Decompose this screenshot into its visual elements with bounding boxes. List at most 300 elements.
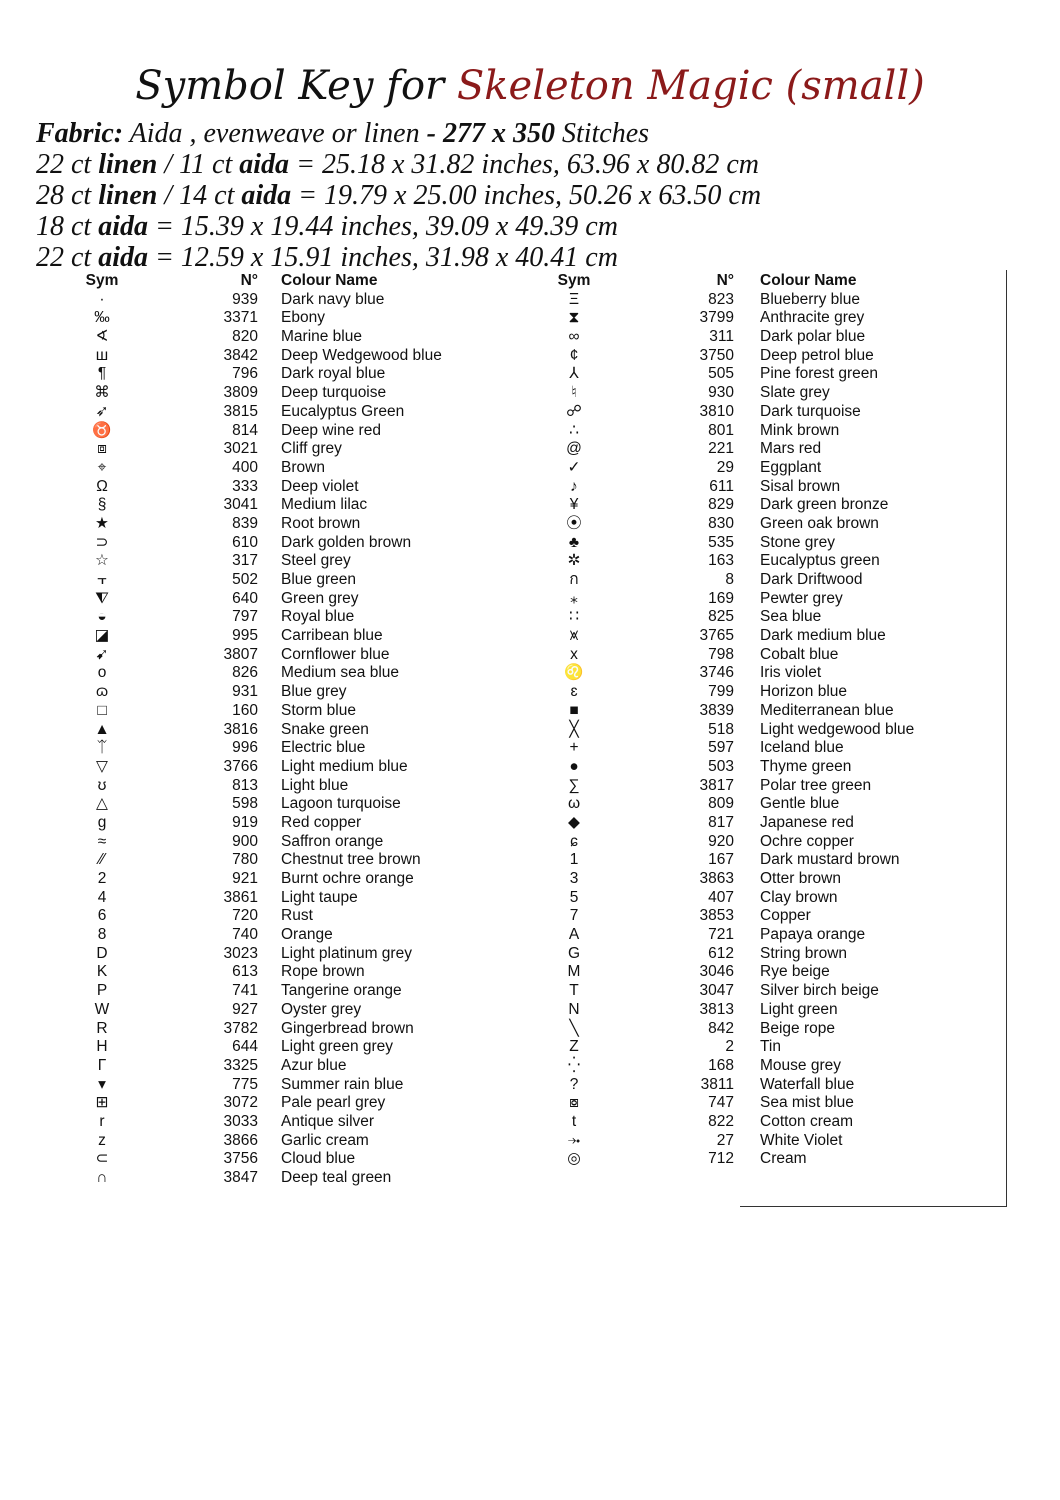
size-line [36, 180, 761, 211]
colour-name: Red copper [281, 813, 362, 831]
table-row [60, 739, 500, 758]
colour-name: Rope brown [281, 963, 365, 981]
colour-name: Otter brown [760, 870, 841, 887]
colour-name: Copper [760, 907, 811, 925]
colour-name: Slate grey [760, 384, 830, 402]
symbol-icon: □ [97, 701, 107, 719]
symbol-icon: ⌘ [94, 384, 110, 402]
fabric-dash: - [426, 118, 443, 149]
colour-name: Antique silver [281, 1112, 375, 1130]
table-row [532, 777, 972, 796]
colour-name: Blue green [281, 571, 356, 588]
colour-number: 920 [708, 832, 734, 850]
symbol-icon: @ [566, 440, 582, 458]
table-row [532, 365, 972, 384]
colour-name: Chestnut tree brown [281, 851, 421, 869]
symbol-icon: ♪ [570, 477, 578, 495]
colour-name: Iceland blue [760, 739, 844, 757]
symbol-icon: ⦿ [566, 514, 582, 532]
size-count-type: aida [241, 180, 292, 211]
colour-number: 900 [232, 832, 258, 850]
table-row [60, 478, 500, 497]
colour-name: Green grey [281, 589, 359, 607]
table-row [532, 1057, 972, 1076]
colour-name: Mink brown [760, 421, 840, 439]
colour-number: 3023 [223, 944, 258, 962]
symbol-icon: ⁛ [567, 1056, 581, 1074]
symbol-icon: △ [96, 795, 108, 813]
symbol-icon: ᛠ [97, 739, 107, 757]
colour-name: Dark golden brown [281, 533, 412, 551]
colour-number: 817 [708, 813, 734, 831]
colour-name: Iris violet [760, 664, 822, 682]
table-row [60, 515, 500, 534]
colour-number: 814 [232, 421, 258, 439]
symbol-icon: ♌ [564, 664, 584, 682]
symbol-icon: ⁎ [570, 589, 578, 607]
table-row [60, 870, 500, 889]
symbol-icon: ✲ [567, 552, 581, 570]
symbol-icon: ⧈ [97, 440, 107, 458]
colour-number: 317 [232, 552, 258, 570]
colour-name: Deep turquoise [281, 384, 387, 402]
colour-name: Gentle blue [760, 795, 840, 813]
symbol-icon: ✓ [567, 458, 581, 476]
symbol-icon: H [96, 1038, 108, 1056]
colour-name: Pewter grey [760, 589, 843, 607]
size-text: = 15.39 x 19.44 inches, 39.09 x 49.39 cm [148, 211, 618, 242]
table-row [60, 309, 500, 328]
colour-name: Light medium blue [281, 757, 408, 775]
colour-name: Electric blue [281, 739, 366, 757]
colour-name: Light wedgewood blue [760, 720, 915, 738]
colour-name: Stone grey [760, 533, 835, 551]
table-row [60, 777, 500, 796]
colour-number: 830 [708, 514, 734, 532]
colour-number: 3815 [223, 402, 258, 420]
size-text: = 19.79 x 25.00 inches, 50.26 x 63.50 cm [291, 180, 762, 211]
symbol-icon: 5 [569, 888, 579, 906]
colour-number: 613 [232, 963, 258, 981]
table-row [60, 1132, 500, 1151]
table-row [60, 926, 500, 945]
table-row [532, 683, 972, 702]
symbol-icon: ╲ [569, 1019, 579, 1037]
colour-number: 3371 [223, 309, 258, 327]
colour-number: 930 [708, 384, 734, 402]
colour-number: 3811 [700, 1075, 734, 1093]
header-sym: Sym [85, 272, 119, 289]
symbol-icon: ▽ [96, 757, 108, 775]
colour-name: Deep violet [281, 477, 359, 495]
table-row [60, 291, 500, 310]
colour-number: 503 [708, 757, 734, 775]
colour-number: 2 [725, 1038, 734, 1056]
table-row [532, 1113, 972, 1132]
table-row [532, 702, 972, 721]
colour-number: 3072 [223, 1094, 258, 1112]
colour-name: Dark Driftwood [760, 571, 863, 588]
colour-name: Sisal brown [760, 477, 841, 495]
symbol-icon: z [98, 1131, 106, 1149]
size-line [36, 242, 761, 273]
colour-number: 823 [708, 290, 734, 308]
symbol-icon: ∷ [569, 608, 579, 626]
table-row [532, 907, 972, 926]
symbol-icon: A [568, 926, 580, 944]
symbol-icon: + [569, 739, 579, 757]
colour-name: Lagoon turquoise [281, 795, 401, 813]
symbol-icon: ♉ [92, 421, 112, 439]
colour-name: Mouse grey [760, 1056, 841, 1074]
table-row [532, 608, 972, 627]
symbol-icon: ɕ [570, 832, 578, 850]
colour-name: Steel grey [281, 552, 351, 570]
colour-number: 799 [708, 683, 734, 701]
table-row [60, 814, 500, 833]
colour-name: Beige rope [760, 1019, 835, 1037]
colour-number: 825 [708, 608, 734, 626]
colour-number: 921 [232, 870, 258, 887]
symbol-icon: 4 [97, 888, 107, 906]
header-colour-name: Colour Name [281, 272, 378, 289]
colour-number: 505 [708, 365, 734, 383]
table-row [60, 1169, 500, 1188]
table-row [60, 590, 500, 609]
colour-name: Storm blue [281, 701, 356, 719]
colour-name: Sea mist blue [760, 1094, 854, 1112]
colour-number: 775 [232, 1075, 258, 1093]
table-row [532, 1094, 972, 1113]
stitch-count: 277 x 350 [442, 118, 555, 149]
colour-number: 797 [232, 608, 258, 626]
colour-number: 996 [232, 739, 258, 757]
symbol-icon: 8 [97, 926, 107, 944]
table-row [60, 758, 500, 777]
colour-name: Light platinum grey [281, 944, 412, 962]
symbol-icon: ⊃ [95, 533, 109, 551]
size-count-type: aida [239, 149, 290, 180]
table-row [532, 1001, 972, 1020]
page-title [0, 58, 1060, 114]
colour-name: Deep petrol blue [760, 346, 874, 364]
symbol-icon: K [96, 963, 108, 981]
table-row [60, 889, 500, 908]
colour-name: Light taupe [281, 888, 358, 906]
colour-name: Cliff grey [281, 440, 342, 458]
colour-name: Ochre copper [760, 832, 854, 850]
symbol-icon: ∢ [95, 328, 109, 346]
table-row [532, 646, 972, 665]
colour-number: 611 [709, 477, 734, 495]
colour-number: 400 [232, 458, 258, 476]
table-row [60, 1094, 500, 1113]
symbol-icon: ◆ [568, 813, 580, 831]
symbol-icon: g [97, 813, 107, 831]
symbol-icon: ∩ [96, 1169, 108, 1186]
colour-number: 829 [708, 496, 734, 514]
symbol-icon: ➶ [95, 402, 109, 420]
colour-number: 598 [232, 795, 258, 813]
table-row [532, 534, 972, 553]
colour-number: 3046 [699, 963, 734, 981]
colour-number: 644 [232, 1038, 258, 1056]
table-row [60, 1057, 500, 1076]
symbol-icon: ☍ [566, 402, 582, 420]
table-row [60, 1076, 500, 1095]
colour-name: Azur blue [281, 1056, 347, 1074]
colour-number: 3041 [223, 496, 258, 514]
colour-number: 502 [232, 571, 258, 588]
colour-number: 780 [232, 851, 258, 869]
symbol-icon: ‰ [94, 309, 110, 327]
table-row [60, 833, 500, 852]
table-row [60, 795, 500, 814]
table-row [532, 1020, 972, 1039]
colour-number: 167 [708, 851, 734, 869]
colour-name: Cloud blue [281, 1150, 356, 1168]
colour-name: Light green grey [281, 1038, 394, 1056]
colour-name: Dark royal blue [281, 365, 386, 383]
table-row [532, 851, 972, 870]
colour-name: Dark medium blue [760, 627, 886, 645]
symbol-icon: ∞ [568, 328, 580, 346]
pattern-name: Skeleton Magic (small) [456, 63, 925, 109]
colour-number: 3047 [699, 982, 734, 1000]
size-text: = 12.59 x 15.91 inches, 31.98 x 40.41 cm [148, 242, 618, 273]
size-text: 22 ct [36, 242, 99, 273]
colour-name: Polar tree green [760, 776, 872, 794]
colour-name: Pale pearl grey [281, 1094, 386, 1112]
colour-number: 3809 [223, 384, 258, 402]
symbol-icon: ? [569, 1075, 579, 1093]
colour-name: Dark navy blue [281, 290, 385, 308]
colour-number: 610 [232, 533, 258, 551]
table-row [532, 814, 972, 833]
fabric-line [36, 118, 761, 149]
symbol-icon: ➹ [95, 645, 109, 663]
table-row [532, 440, 972, 459]
colour-number: 3766 [223, 757, 258, 775]
symbol-icon: ▲ [94, 720, 110, 738]
colour-name: String brown [760, 944, 848, 962]
colour-name: Japanese red [760, 813, 854, 831]
symbol-icon: M [567, 963, 581, 981]
table-row [60, 702, 500, 721]
symbol-icon: G [567, 944, 581, 962]
table-row [60, 459, 500, 478]
colour-name: Deep Wedgewood blue [281, 346, 442, 364]
symbol-icon: Γ [97, 1056, 107, 1074]
colour-number: 3765 [699, 627, 734, 645]
table-row [532, 590, 972, 609]
table-row [532, 384, 972, 403]
symbol-icon: ¶ [97, 365, 107, 383]
colour-number: 3325 [223, 1056, 258, 1074]
colour-number: 798 [708, 645, 734, 663]
colour-number: 221 [708, 440, 734, 458]
colour-name: Waterfall blue [760, 1075, 855, 1093]
table-row [60, 365, 500, 384]
colour-number: 842 [708, 1019, 734, 1037]
colour-number: 169 [708, 589, 734, 607]
symbol-icon: ɷ [95, 683, 109, 701]
colour-name: Deep teal green [281, 1169, 392, 1186]
colour-number: 3782 [223, 1019, 258, 1037]
title-prefix: Symbol Key for [135, 63, 445, 109]
table-row [60, 1020, 500, 1039]
colour-name: Dark polar blue [760, 328, 866, 346]
colour-number: 597 [708, 739, 734, 757]
table-row [60, 683, 500, 702]
colour-number: 168 [708, 1056, 734, 1074]
table-row [60, 851, 500, 870]
table-row [60, 1113, 500, 1132]
table-row [532, 496, 972, 515]
stitch-unit: Stitches [554, 118, 650, 149]
symbol-icon: r [99, 1112, 105, 1130]
colour-number: 3866 [223, 1131, 258, 1149]
symbol-icon: ⧗ [568, 309, 580, 327]
table-row [532, 945, 972, 964]
colour-name: Papaya orange [760, 926, 866, 944]
colour-name: Mars red [760, 440, 822, 458]
symbol-icon: ◎ [567, 1150, 581, 1168]
colour-number: 3799 [699, 309, 734, 327]
colour-number: 3033 [223, 1112, 258, 1130]
table-row [532, 403, 972, 422]
colour-name: Blueberry blue [760, 290, 860, 308]
table-row [532, 347, 972, 366]
table-row [60, 496, 500, 515]
colour-number: 3816 [223, 720, 258, 738]
symbol-icon: ⧨ [95, 589, 109, 607]
header-number: N° [240, 272, 258, 289]
size-text: = 25.18 x 31.82 inches, 63.96 x 80.82 cm [289, 149, 759, 180]
colour-number: 740 [232, 926, 258, 944]
colour-name: Green oak brown [760, 514, 879, 532]
symbol-icon: D [96, 944, 108, 962]
table-row [532, 1150, 972, 1169]
table-row [532, 1076, 972, 1095]
colour-name: Sea blue [760, 608, 822, 626]
colour-name: Horizon blue [760, 683, 848, 701]
table-row [532, 478, 972, 497]
symbol-icon: ⅄ [569, 365, 579, 383]
symbol-icon: Ω [96, 477, 108, 495]
colour-number: 3842 [223, 346, 258, 364]
size-text: 18 ct [36, 211, 99, 242]
table-row [532, 963, 972, 982]
table-row [532, 291, 972, 310]
symbol-icon: ʊ [97, 776, 107, 794]
symbol-icon: § [97, 496, 107, 514]
colour-name: Medium lilac [281, 496, 368, 514]
fabric-label: Fabric: [36, 118, 124, 149]
symbol-icon: ▾ [98, 1075, 106, 1093]
colour-name: Anthracite grey [760, 309, 865, 327]
header-number: N° [716, 272, 734, 289]
table-row [60, 552, 500, 571]
colour-name: Tin [760, 1038, 781, 1056]
size-line [36, 149, 761, 180]
colour-number: 3750 [699, 346, 734, 364]
colour-number: 535 [708, 533, 734, 551]
colour-number: 3861 [223, 888, 258, 906]
colour-name: Pine forest green [760, 365, 879, 383]
colour-number: 919 [232, 813, 258, 831]
colour-number: 747 [708, 1094, 734, 1112]
symbol-icon: P [96, 982, 108, 1000]
colour-name: Marine blue [281, 328, 362, 346]
colour-number: 839 [232, 514, 258, 532]
colour-number: 640 [232, 589, 258, 607]
table-row [60, 403, 500, 422]
colour-number: 8 [725, 571, 734, 588]
colour-number: 826 [232, 664, 258, 682]
header-sym: Sym [557, 272, 591, 289]
colour-name: Light green [760, 1000, 838, 1018]
colour-name: Deep wine red [281, 421, 381, 439]
table-row [60, 627, 500, 646]
symbol-icon: x [570, 645, 578, 663]
table-row [532, 982, 972, 1001]
table-row [60, 347, 500, 366]
colour-name: Eggplant [760, 458, 822, 476]
table-row [532, 328, 972, 347]
table-row [60, 384, 500, 403]
colour-number: 796 [232, 365, 258, 383]
colour-name: Clay brown [760, 888, 838, 906]
colour-number: 3853 [699, 907, 734, 925]
table-row [532, 627, 972, 646]
fabric-text: Aida , evenweave or linen [123, 118, 427, 149]
colour-number: 3847 [223, 1169, 258, 1186]
table-row [60, 1038, 500, 1057]
table-row [532, 758, 972, 777]
colour-name: Cream [760, 1150, 807, 1168]
table-row [60, 328, 500, 347]
colour-number: 809 [708, 795, 734, 813]
size-count-type: linen [98, 149, 158, 180]
table-row [60, 907, 500, 926]
symbol-icon: ● [569, 757, 579, 775]
colour-name: Summer rain blue [281, 1075, 404, 1093]
table-row [532, 1132, 972, 1151]
colour-name: Ebony [281, 309, 325, 327]
symbol-icon: ≈ [97, 832, 107, 850]
colour-number: 3756 [223, 1150, 258, 1168]
symbol-icon: 1 [569, 851, 579, 869]
colour-name: Light blue [281, 776, 349, 794]
header-colour-name: Colour Name [760, 272, 857, 289]
table-row [60, 608, 500, 627]
symbol-icon: T [569, 982, 579, 1000]
colour-number: 612 [708, 944, 734, 962]
table-row [60, 664, 500, 683]
colour-number: 3021 [223, 440, 258, 458]
colour-number: 712 [708, 1150, 734, 1168]
colour-number: 3810 [699, 402, 734, 420]
table-row [532, 833, 972, 852]
table-row [60, 982, 500, 1001]
symbol-icon: 6 [97, 907, 107, 925]
symbol-icon: ω [567, 795, 581, 813]
colour-name: Carribean blue [281, 627, 383, 645]
colour-number: 822 [708, 1112, 734, 1130]
colour-name: Blue grey [281, 683, 347, 701]
symbol-icon: · [99, 290, 105, 308]
